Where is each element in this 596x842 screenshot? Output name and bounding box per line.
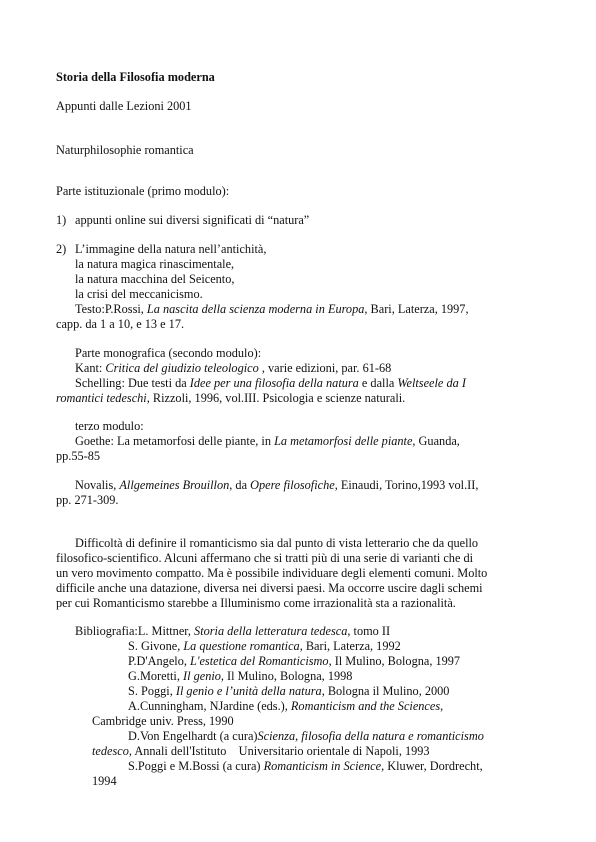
bibliography-entry: S. Givone, La questione romantica, Bari, Laterza, 1992 — [128, 639, 401, 653]
reference-line: Goethe: La metamorfosi delle piante, in La metamorfosi delle piante, Guanda, — [75, 434, 460, 448]
book-title: Weltseele da I — [397, 376, 466, 390]
book-title: La questione romantica — [183, 639, 300, 653]
topic-heading: Naturphilosophie romantica — [56, 143, 194, 157]
reference-line: Kant: Critica del giudizio teleologico , varie edizioni, par. 61-68 — [75, 361, 392, 375]
book-title: L'estetica del Romanticismo — [190, 654, 329, 668]
part1-heading: Parte istituzionale (primo modulo): — [56, 184, 230, 198]
paragraph-line: difficile anche una datazione, diversa nei diversi paesi. Ma occorre uscire dagli schemi — [56, 581, 483, 595]
bibliography-entry: S.Poggi e M.Bossi (a cura) Romanticism in Science, Kluwer, Dordrecht, — [128, 759, 483, 773]
bibliography-entry: Bibliografia:L. Mittner, Storia della letteratura tedesca, tomo II — [75, 624, 391, 638]
book-title: Il genio — [183, 669, 221, 683]
paragraph-line: Difficoltà di definire il romanticismo sia dal punto di vista letterario che da quello — [75, 536, 479, 550]
book-title: Il genio e l’unità della natura — [175, 684, 322, 698]
list-item — [56, 213, 66, 228]
list-item-text: appunti online sui diversi significati di “natura” — [75, 213, 310, 227]
reference-line: pp.55-85 — [56, 449, 101, 463]
page-title: Storia della Filosofia moderna — [56, 70, 215, 84]
list-item-line: la natura macchina del Seicento, — [75, 272, 235, 286]
reference-line: capp. da 1 a 10, e 13 e 17. — [56, 317, 185, 331]
paragraph-line: per cui Romanticismo starebbe a Illuminismo come irrazionalità sta a razionalità. — [56, 596, 456, 610]
list-item-line: la natura magica rinascimentale, — [75, 257, 235, 271]
book-title: Allgemeines Brouillon — [119, 478, 230, 492]
book-title: Idee per una filosofia della natura — [189, 376, 359, 390]
book-title: Romanticism and the Sciences — [290, 699, 441, 713]
list-item-line: la crisi del meccanicismo. — [75, 287, 203, 301]
list-item-line: L’immagine della natura nell’antichità, — [75, 242, 267, 256]
book-title: Storia della letteratura tedesca — [194, 624, 348, 638]
part3-heading: terzo modulo: — [75, 419, 144, 433]
book-title: Critica del giudizio teleologico — [105, 361, 259, 375]
bibliography-entry: D.Von Engelhardt (a cura)Scienza, filosofia della natura e romanticismo — [128, 729, 484, 743]
reference-line: Testo:P.Rossi, La nascita della scienza moderna in Europa, Bari, Laterza, 1997, — [75, 302, 469, 316]
reference-line: romantici tedeschi, Rizzoli, 1996, vol.III. Psicologia e scienze naturali. — [56, 391, 406, 405]
bibliography-entry: G.Moretti, Il genio, Il Mulino, Bologna, 1998 — [128, 669, 353, 683]
bibliography-entry: P.D'Angelo, L'estetica del Romanticismo, Il Mulino, Bologna, 1997 — [128, 654, 461, 668]
bibliography-entry: 1994 — [92, 774, 117, 788]
reference-line: pp. 271-309. — [56, 493, 119, 507]
paragraph-line: filosofico-scientifico. Alcuni affermano che si tratti più di una serie di varianti che di — [56, 551, 474, 565]
book-title: romantici tedeschi — [56, 391, 147, 405]
paragraph-line: un vero movimento compatto. Ma è possibile individuare degli elementi comuni. Molto — [56, 566, 488, 580]
bibliography-entry: Cambridge univ. Press, 1990 — [92, 714, 234, 728]
part2-heading: Parte monografica (secondo modulo): — [75, 346, 262, 360]
list-number: 1) — [56, 213, 67, 227]
bibliography-entry: S. Poggi, Il genio e l’unità della natura, Bologna il Mulino, 2000 — [128, 684, 450, 698]
list-number: 2) — [56, 242, 67, 256]
book-title: Romanticism in Science — [263, 759, 382, 773]
reference-line: Schelling: Due testi da Idee per una filosofia della natura e dalla Weltseele da I — [75, 376, 466, 390]
book-title: tedesco — [92, 744, 129, 758]
book-title: Opere filosofiche — [250, 478, 335, 492]
reference-line: Novalis, Allgemeines Brouillon, da Opere filosofiche, Einaudi, Torino,1993 vol.II, — [75, 478, 479, 492]
page-subtitle: Appunti dalle Lezioni 2001 — [56, 99, 192, 113]
book-title: La nascita della scienza moderna in Europa — [146, 302, 365, 316]
book-title: La metamorfosi delle piante — [274, 434, 413, 448]
bibliography-entry: A.Cunningham, NJardine (eds.), Romanticism and the Sciences, — [128, 699, 444, 713]
bibliography-entry: tedesco, Annali dell'Istituto Universitario orientale di Napoli, 1993 — [92, 744, 430, 758]
bibliography-label: Bibliografia: — [75, 624, 138, 638]
book-title: Scienza, filosofia della natura e romanticismo — [257, 729, 484, 743]
